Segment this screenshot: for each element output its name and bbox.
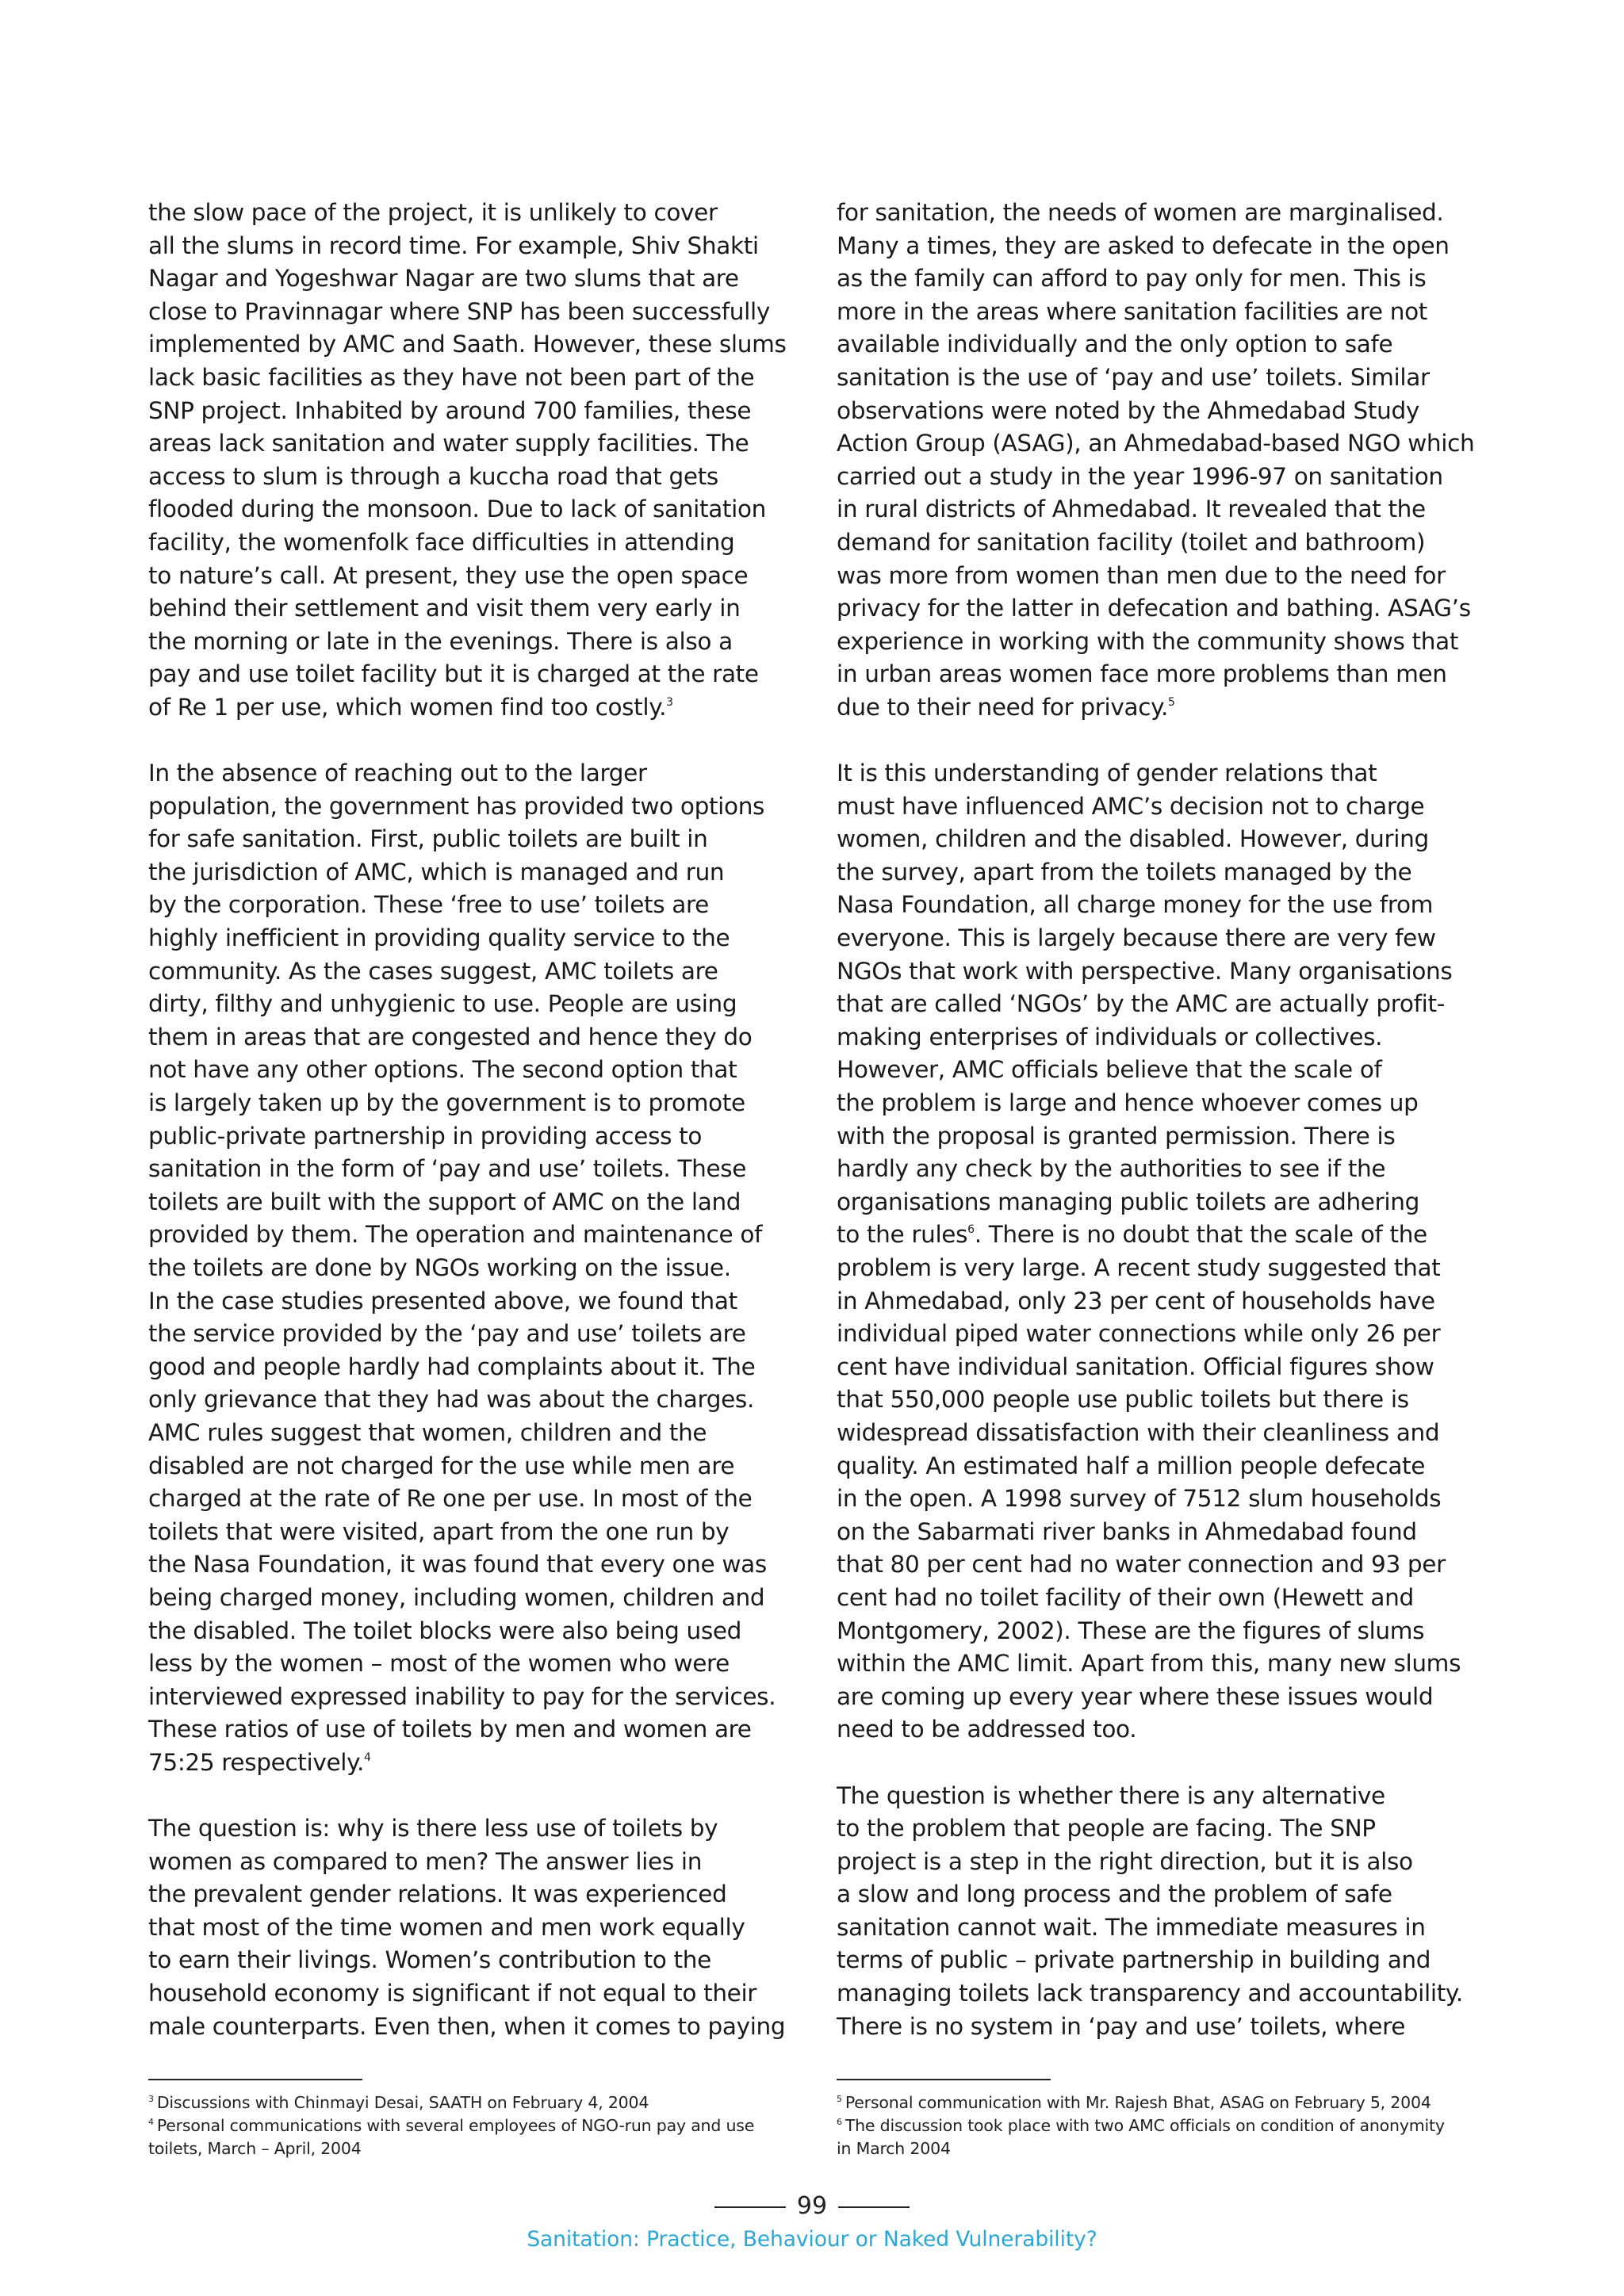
- text-line: within the AMC limit. Apart from this, many new slums: [837, 1650, 1461, 1678]
- text-line: toilets that were visited, apart from the one run by: [148, 1517, 730, 1545]
- text-line: with the proposal is granted permission. There is: [837, 1122, 1396, 1150]
- paragraph: [837, 197, 1503, 725]
- text-line: charged at the rate of Re one per use. In most of the: [148, 1485, 753, 1513]
- text-line: less by the women – most of the women who were: [148, 1650, 730, 1678]
- text-line: more in the areas where sanitation facilities are not: [837, 297, 1428, 325]
- text-line: hardly any check by the authorities to see if the: [837, 1155, 1386, 1183]
- text-line: facility, the womenfolk face difficulties in attending: [148, 528, 735, 556]
- text-line: In the case studies presented above, we found that: [148, 1287, 737, 1314]
- text-line: implemented by AMC and Saath. However, these slums: [148, 331, 787, 358]
- text-line: disabled are not charged for the use while men are: [148, 1452, 735, 1479]
- footnote-text: The discussion took place with two AMC officials on condition of anonymity: [845, 2116, 1445, 2135]
- text-line: Action Group (ASAG), an Ahmedabad-based NGO which: [837, 430, 1475, 457]
- text-line: that are called ‘NGOs’ by the AMC are actually profit-: [837, 990, 1446, 1018]
- paragraph: [837, 757, 1503, 1747]
- text-line: community. As the cases suggest, AMC toilets are: [148, 957, 718, 985]
- footnotes-right: [837, 2091, 1503, 2160]
- text-line: NGOs that work with perspective. Many organisations: [837, 957, 1453, 985]
- footnote-number: 6: [837, 2117, 842, 2127]
- text-line: terms of public – private partnership in building and: [837, 1946, 1431, 1974]
- footnote-number: 3: [148, 2094, 154, 2104]
- text-line: male counterparts. Even then, when it comes to paying: [148, 2012, 786, 2040]
- text-line: These ratios of use of toilets by men and women are: [148, 1716, 752, 1743]
- footnotes-left: [148, 2091, 814, 2160]
- text-line: quality. An estimated half a million people defecate: [837, 1452, 1426, 1479]
- text-line: cent had no toilet facility of their own (Hewett and: [837, 1583, 1414, 1611]
- footnote-line: [148, 2091, 814, 2114]
- text-line: close to Pravinnagar where SNP has been successfully: [148, 297, 770, 325]
- text-line: organisations managing public toilets are adhering: [837, 1188, 1419, 1215]
- text-line: Nasa Foundation, all charge money for the use from: [837, 891, 1434, 919]
- paragraph-gap: [148, 1780, 814, 1813]
- footnote-marker: 6: [967, 1223, 975, 1237]
- text-line: flooded during the monsoon. Due to lack of sanitation: [148, 496, 767, 523]
- text-fragment: . There is no doubt that the scale of the: [974, 1221, 1427, 1249]
- footnote-text: in March 2004: [837, 2139, 951, 2158]
- text-line: them in areas that are congested and hence they do: [148, 1023, 753, 1050]
- text-line: The question is whether there is any alternative: [837, 1781, 1385, 1809]
- text-line: the morning or late in the evenings. There is also a: [148, 627, 733, 655]
- text-line: women, children and the disabled. However, during: [837, 825, 1429, 853]
- text-line-with-note: [148, 691, 814, 725]
- text-line: was more from women than men due to the need for: [837, 561, 1446, 589]
- paragraph: [148, 1812, 814, 2043]
- text-line: sanitation is the use of ‘pay and use’ toilets. Similar: [837, 363, 1430, 391]
- text-line: are coming up every year where these issues would: [837, 1682, 1434, 1710]
- paragraph-gap: [837, 1747, 1503, 1780]
- footnote-line: [148, 2137, 814, 2160]
- text-line: the prevalent gender relations. It was experienced: [148, 1881, 727, 1908]
- page-number-row: [0, 2192, 1624, 2221]
- text-line: lack basic facilities as they have not been part of the: [148, 363, 755, 391]
- text-line: problem is very large. A recent study suggested that: [837, 1254, 1441, 1281]
- text-line: household economy is significant if not equal to their: [148, 1980, 757, 2007]
- text-line: toilets are built with the support of AMC on the land: [148, 1188, 741, 1215]
- text-line: Nagar and Yogeshwar Nagar are two slums that are: [148, 265, 739, 293]
- text-line: that 80 per cent had no water connection and 93 per: [837, 1551, 1446, 1578]
- text-line: However, AMC officials believe that the scale of: [837, 1056, 1382, 1084]
- text-line: is largely taken up by the government is to promote: [148, 1089, 745, 1117]
- text-line: the Nasa Foundation, it was found that every one was: [148, 1551, 767, 1578]
- left-column: [148, 197, 814, 2043]
- text-line: the toilets are done by NGOs working on the issue.: [148, 1254, 731, 1281]
- footnote-text: Personal communications with several employees of NGO-run pay and use: [156, 2116, 755, 2135]
- text-line: being charged money, including women, children and: [148, 1583, 765, 1611]
- text-line: in rural districts of Ahmedabad. It revealed that the: [837, 496, 1426, 523]
- text-line: project is a step in the right direction, but it is also: [837, 1847, 1413, 1875]
- text-line: There is no system in ‘pay and use’ toilets, where: [837, 2012, 1406, 2040]
- text-line: only grievance that they had was about the charges.: [148, 1386, 754, 1414]
- text-line: AMC rules suggest that women, children and the: [148, 1418, 707, 1446]
- text-line: making enterprises of individuals or collectives.: [837, 1023, 1383, 1050]
- right-column: [837, 197, 1503, 2043]
- footnote-rule-right: [837, 2079, 1051, 2080]
- text-line: a slow and long process and the problem of safe: [837, 1881, 1392, 1908]
- footnote-line: [837, 2137, 1503, 2160]
- text-line: Montgomery, 2002). These are the figures of slums: [837, 1617, 1425, 1644]
- text-line: must have influenced AMC’s decision not to charge: [837, 792, 1425, 820]
- footnote-text: Personal communication with Mr. Rajesh Bhat, ASAG on February 5, 2004: [845, 2093, 1431, 2112]
- text-line: available individually and the only option to safe: [837, 331, 1393, 358]
- text-line: the jurisdiction of AMC, which is managed and run: [148, 858, 725, 886]
- footnote-line: [837, 2114, 1503, 2137]
- text-line: that most of the time women and men work equally: [148, 1913, 745, 1941]
- footnote-line: [148, 2114, 814, 2137]
- text-line: access to slum is through a kuccha road that gets: [148, 462, 718, 490]
- text-line: privacy for the latter in defecation and bathing. ASAG’s: [837, 595, 1471, 622]
- text-line-with-note: [148, 1747, 814, 1780]
- running-title: Sanitation: Practice, Behaviour or Naked Vulnerability?: [527, 2227, 1097, 2252]
- text-line: as the family can afford to pay only for men. This is: [837, 265, 1427, 293]
- paragraph: [837, 1780, 1503, 2044]
- text-fragment: to the rules: [837, 1221, 968, 1249]
- text-line: the slow pace of the project, it is unlikely to cover: [148, 199, 718, 226]
- text-line: to nature’s call. At present, they use the open space: [148, 561, 749, 589]
- text-line: population, the government has provided two options: [148, 792, 765, 820]
- footnote-text: Discussions with Chinmayi Desai, SAATH on February 4, 2004: [156, 2093, 649, 2112]
- text-line: provided by them. The operation and maintenance of: [148, 1221, 763, 1249]
- text-line: in Ahmedabad, only 23 per cent of households have: [837, 1287, 1435, 1314]
- text-line: good and people hardly had complaints about it. The: [148, 1353, 756, 1380]
- text-line: not have any other options. The second option that: [148, 1056, 737, 1084]
- text-line: Many a times, they are asked to defecate in the open: [837, 232, 1450, 259]
- text-line: interviewed expressed inability to pay for the services.: [148, 1682, 776, 1710]
- text-line: the service provided by the ‘pay and use’ toilets are: [148, 1320, 746, 1348]
- footnote-line: [837, 2091, 1503, 2114]
- text-line: by the corporation. These ‘free to use’ toilets are: [148, 891, 709, 919]
- text-line: demand for sanitation facility (toilet and bathroom): [837, 528, 1426, 556]
- text-line: need to be addressed too.: [837, 1716, 1137, 1743]
- text-line: the disabled. The toilet blocks were also being used: [148, 1617, 742, 1644]
- text-line: It is this understanding of gender relations that: [837, 760, 1377, 787]
- footnote-marker: 5: [1168, 695, 1175, 709]
- text-line: pay and use toilet facility but it is charged at the rate: [148, 660, 759, 688]
- text-line: 75:25 respectively.: [148, 1748, 365, 1776]
- text-line: experience in working with the community shows that: [837, 627, 1459, 655]
- text-line: behind their settlement and visit them very early in: [148, 595, 741, 622]
- text-line: carried out a study in the year 1996-97 on sanitation: [837, 462, 1443, 490]
- text-line: to the problem that people are facing. The SNP: [837, 1815, 1376, 1843]
- text-line: In the absence of reaching out to the larger: [148, 760, 647, 787]
- text-line: highly inefficient in providing quality service to the: [148, 924, 730, 952]
- text-line: areas lack sanitation and water supply facilities. The: [148, 430, 749, 457]
- text-line: for sanitation, the needs of women are marginalised.: [837, 199, 1444, 226]
- text-line: widespread dissatisfaction with their cleanliness and: [837, 1418, 1440, 1446]
- footnote-number: 5: [837, 2094, 842, 2104]
- page-number-dash-left: [714, 2206, 786, 2208]
- text-line: sanitation in the form of ‘pay and use’ toilets. These: [148, 1155, 747, 1183]
- text-line-with-note: [837, 691, 1503, 725]
- text-line-with-note: [837, 1219, 1503, 1252]
- footnote-number: 4: [148, 2117, 154, 2127]
- text-line: in urban areas women face more problems than men: [837, 660, 1447, 688]
- paragraph-gap: [148, 725, 814, 758]
- paragraph: [148, 757, 814, 1779]
- text-line: individual piped water connections while only 26 per: [837, 1320, 1441, 1348]
- text-line: the problem is large and hence whoever comes up: [837, 1089, 1419, 1117]
- text-line: to earn their livings. Women’s contribution to the: [148, 1946, 711, 1974]
- text-line: women as compared to men? The answer lies in: [148, 1847, 703, 1875]
- text-line: of Re 1 per use, which women find too costly.: [148, 693, 667, 721]
- text-line: on the Sabarmati river banks in Ahmedabad found: [837, 1517, 1417, 1545]
- page-number: 99: [796, 2192, 828, 2220]
- text-line: public-private partnership in providing access to: [148, 1122, 703, 1150]
- text-line: observations were noted by the Ahmedabad Study: [837, 396, 1419, 424]
- text-line: dirty, filthy and unhygienic to use. People are using: [148, 990, 737, 1018]
- text-line: everyone. This is largely because there are very few: [837, 924, 1436, 952]
- text-line: for safe sanitation. First, public toilets are built in: [148, 825, 708, 853]
- text-line: sanitation cannot wait. The immediate measures in: [837, 1913, 1426, 1941]
- footnote-marker: 3: [666, 695, 673, 709]
- text-line: The question is: why is there less use of toilets by: [148, 1815, 718, 1843]
- text-line: cent have individual sanitation. Official figures show: [837, 1353, 1434, 1380]
- paragraph: [148, 197, 814, 725]
- page-number-dash-right: [838, 2206, 910, 2208]
- text-line: that 550,000 people use public toilets but there is: [837, 1386, 1409, 1414]
- text-line: managing toilets lack transparency and accountability.: [837, 1980, 1463, 2007]
- footnote-text: toilets, March – April, 2004: [148, 2139, 362, 2158]
- text-line: the survey, apart from the toilets managed by the: [837, 858, 1412, 886]
- text-line: due to their need for privacy.: [837, 693, 1169, 721]
- text-line: in the open. A 1998 survey of 7512 slum households: [837, 1485, 1442, 1513]
- paragraph-gap: [837, 725, 1503, 758]
- footnote-rule-left: [148, 2079, 362, 2080]
- text-line: all the slums in record time. For example, Shiv Shakti: [148, 232, 759, 259]
- footnote-marker: 4: [364, 1751, 371, 1764]
- text-line: SNP project. Inhabited by around 700 families, these: [148, 396, 752, 424]
